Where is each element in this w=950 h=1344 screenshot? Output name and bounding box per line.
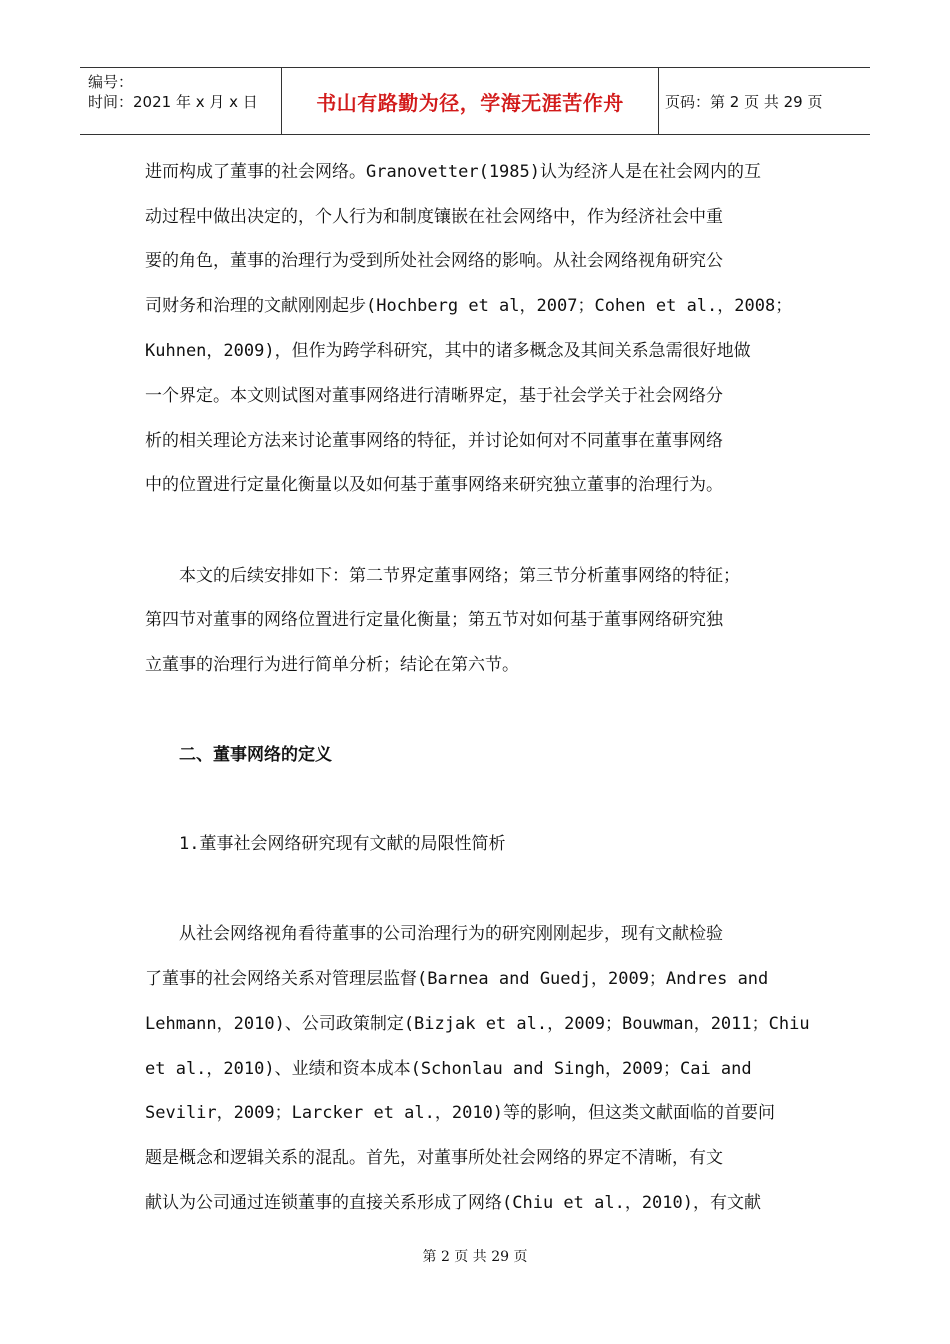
text-line: 题是概念和逻辑关系的混乱。首先，对董事所处社会网络的界定不清晰，有文 (145, 1148, 723, 1168)
number-label: 编号： (88, 73, 134, 91)
time-label: 时间：2021 年 x 月 x 日 (88, 93, 258, 111)
text-line: 要的角色，董事的治理行为受到所处社会网络的影响。从社会网络视角研究公 (145, 251, 723, 271)
text-line: 司财务和治理的文献刚刚起步(Hochberg et al，2007；Cohen et al.，2008； (145, 296, 793, 316)
text-line: 立董事的治理行为进行简单分析；结论在第六节。 (145, 655, 519, 675)
subsection-heading: 1.董事社会网络研究现有文献的局限性简析 (145, 834, 506, 854)
header-meta-cell (80, 68, 282, 134)
text-line: 第四节对董事的网络位置进行定量化衡量；第五节对如何基于董事网络研究独 (145, 610, 723, 630)
text-line: Lehmann，2010)、公司政策制定(Bizjak et al.，2009；Bouwman，2011；Chiu (145, 1014, 810, 1034)
text-line: 进而构成了董事的社会网络。Granovetter(1985)认为经济人是在社会网内的互 (145, 162, 761, 182)
text-line: 从社会网络视角看待董事的公司治理行为的研究刚刚起步，现有文献检验 (145, 924, 723, 944)
text-line: 一个界定。本文则试图对董事网络进行清晰界定，基于社会学关于社会网络分 (145, 386, 723, 406)
section-heading: 二、董事网络的定义 (145, 745, 332, 765)
text-line: Kuhnen，2009)，但作为跨学科研究，其中的诸多概念及其间关系急需很好地做 (145, 341, 751, 361)
page-header (80, 67, 870, 135)
text-line: 析的相关理论方法来讨论董事网络的特征，并讨论如何对不同董事在董事网络 (145, 431, 723, 451)
header-page-info: 页码：第 2 页 共 29 页 (665, 92, 823, 111)
text-line: Sevilir，2009；Larcker et al.，2010)等的影响，但这类文献面临的首要问 (145, 1103, 776, 1123)
text-line: 本文的后续安排如下：第二节界定董事网络；第三节分析董事网络的特征； (145, 566, 740, 586)
page-footer: 第 2 页 共 29 页 (422, 1249, 528, 1265)
text-line: 献认为公司通过连锁董事的直接关系形成了网络(Chiu et al.，2010)，有文献 (145, 1193, 761, 1213)
text-line: et al.，2010)、业绩和资本成本(Schonlau and Singh，2009；Cai and (145, 1059, 752, 1079)
text-line: 动过程中做出决定的，个人行为和制度镶嵌在社会网络中，作为经济社会中重 (145, 207, 723, 227)
text-line: 中的位置进行定量化衡量以及如何基于董事网络来研究独立董事的治理行为。 (145, 475, 723, 495)
header-motto: 书山有路勤为径，学海无涯苦作舟 (282, 68, 659, 134)
text-line: 了董事的社会网络关系对管理层监督(Barnea and Guedj，2009；Andres and (145, 969, 769, 989)
